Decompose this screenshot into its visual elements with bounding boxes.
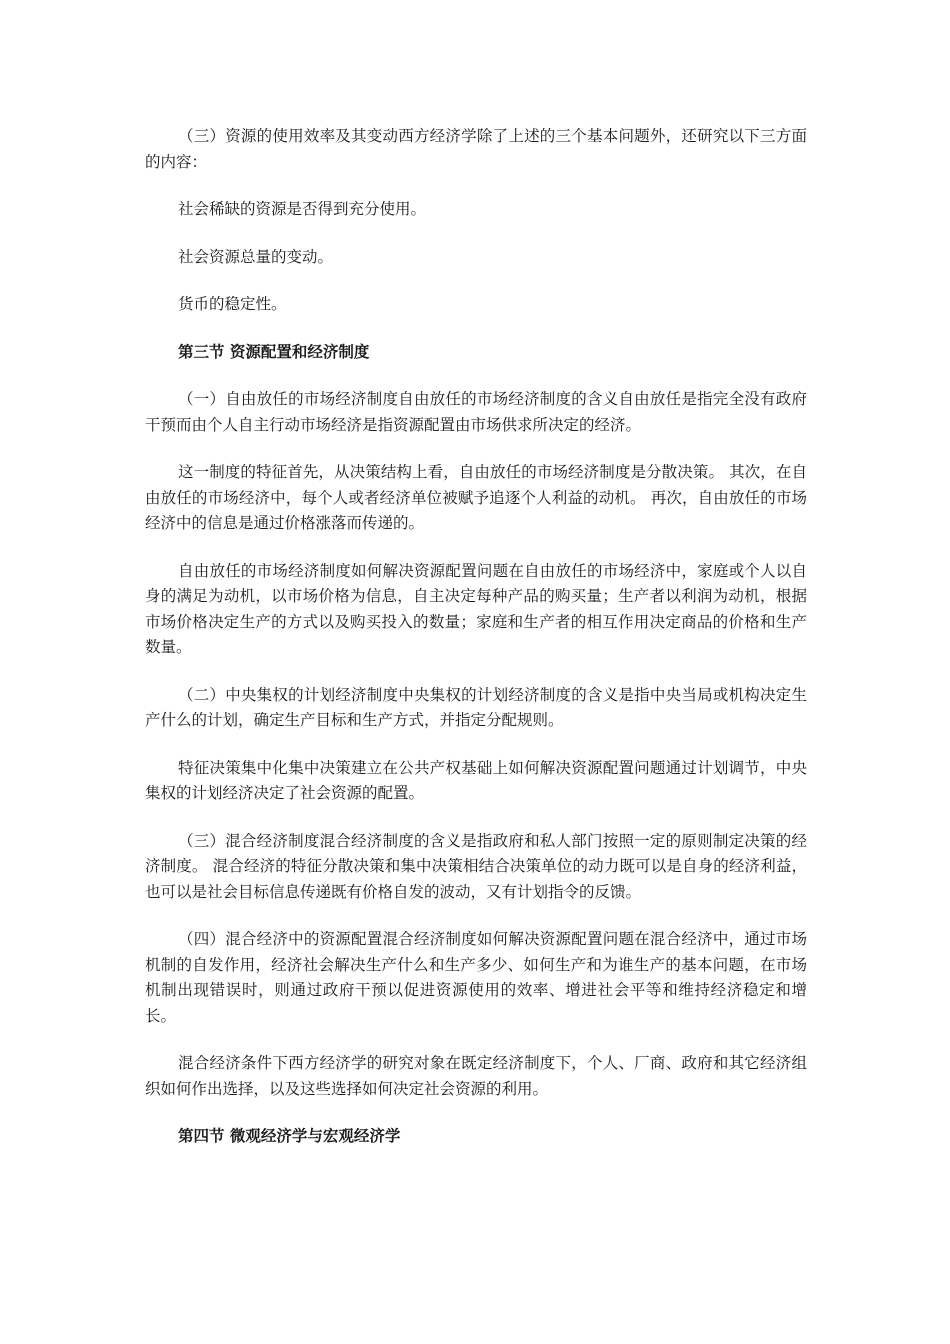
paragraph-planned-economy-definition: （二）中央集权的计划经济制度中央集权的计划经济制度的含义是指中央当局或机构决定生产什么的计划，确定生产目标和生产方式，并指定分配规则。 — [145, 685, 807, 729]
document-page — [145, 124, 807, 1172]
paragraph-research-object: 混合经济条件下西方经济学的研究对象在既定经济制度下，个人、厂商、政府和其它经济组织如何作出选择，以及这些选择如何决定社会资源的利用。 — [145, 1054, 807, 1098]
paragraph-resource-efficiency: （三）资源的使用效率及其变动西方经济学除了上述的三个基本问题外，还研究以下三方面的内容： — [145, 127, 807, 171]
paragraph-currency-stability: 货币的稳定性。 — [178, 295, 287, 313]
paragraph-mixed-economy-allocation: （四）混合经济中的资源配置混合经济制度如何解决资源配置问题在混合经济中，通过市场机制的自发作用，经济社会解决生产什么和生产多少、如何生产和为谁生产的基本问题，在市场机制出现错误时，则通过政府干预以促进资源使用的效率、增进社会平等和维持经济稳定和增长。 — [145, 930, 807, 1025]
paragraph-mixed-economy-definition: （三）混合经济制度混合经济制度的含义是指政府和私人部门按照一定的原则制定决策的经济制度。 混合经济的特征分散决策和集中决策相结合决策单位的动力既可以是自身的经济利益，也可以是社会目标信息传递既有价格自发的波动，又有计划指令的反馈。 — [145, 831, 807, 901]
paragraph-laissez-faire-definition: （一）自由放任的市场经济制度自由放任的市场经济制度的含义自由放任是指完全没有政府干预而由个人自主行动市场经济是指资源配置由市场供求所决定的经济。 — [145, 390, 807, 434]
section-heading-3: 第三节 资源配置和经济制度 — [178, 342, 370, 361]
paragraph-laissez-faire-features: 这一制度的特征首先，从决策结构上看，自由放任的市场经济制度是分散决策。 其次，在自由放任的市场经济中，每个人或者经济单位被赋予追逐个人利益的动机。 再次，自由放任的市场经济中的信息是通过价格涨落而传递的。 — [145, 463, 807, 532]
paragraph-planned-economy-features: 特征决策集中化集中决策建立在公共产权基础上如何解决资源配置问题通过计划调节，中央集权的计划经济决定了社会资源的配置。 — [145, 758, 807, 802]
paragraph-total-change: 社会资源总量的变动。 — [178, 247, 334, 266]
paragraph-laissez-faire-allocation: 自由放任的市场经济制度如何解决资源配置问题在自由放任的市场经济中，家庭或个人以自身的满足为动机，以市场价格为信息，自主决定每种产品的购买量；生产者以利润为动机，根据市场价格决定生产的方式以及购买投入的数量；家庭和生产者的相互作用决定商品的价格和生产数量。 — [145, 561, 807, 656]
section-heading-4: 第四节 微观经济学与宏观经济学 — [178, 1127, 401, 1145]
paragraph-full-use: 社会稀缺的资源是否得到充分使用。 — [178, 200, 427, 218]
